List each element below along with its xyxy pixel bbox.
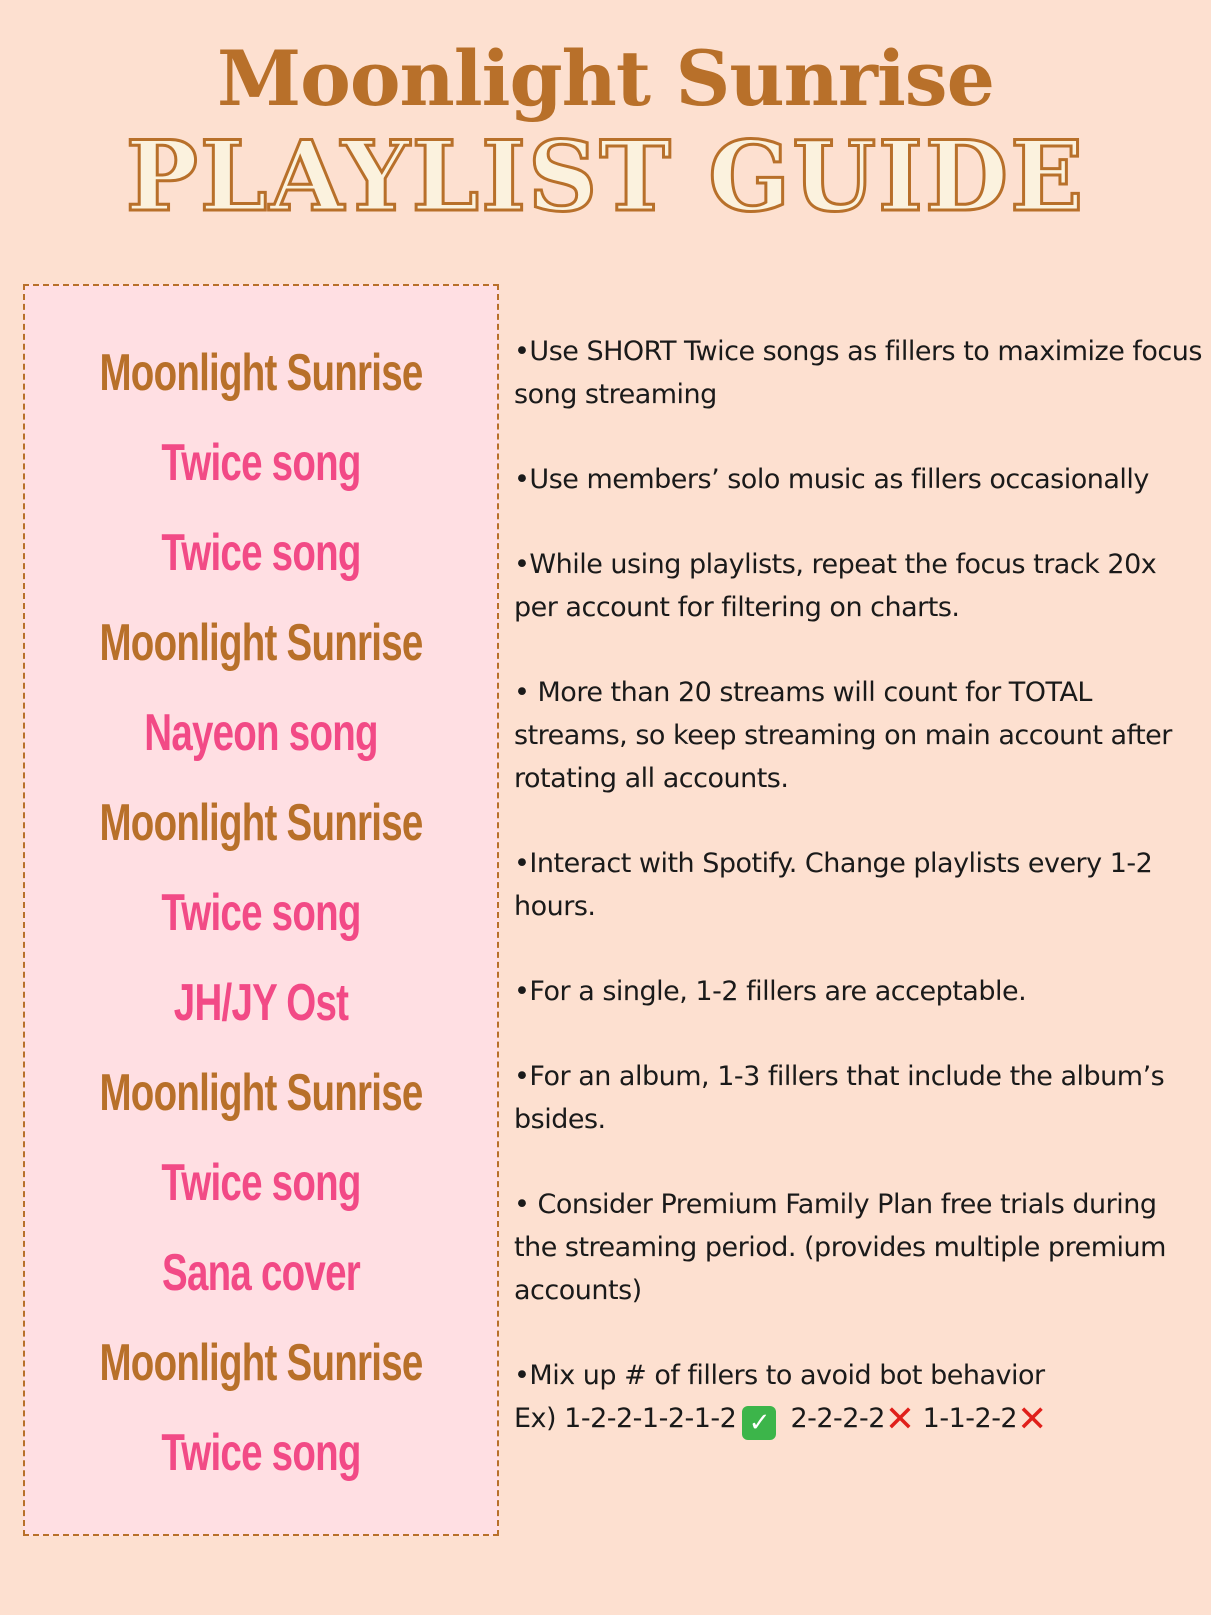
tip-line: •Mix up # of fillers to avoid bot behavior xyxy=(514,1360,1045,1391)
example-bad-sequence: 1-1-2-2 xyxy=(922,1403,1018,1434)
playlist-item-focus: Moonlight Sunrise xyxy=(99,794,423,852)
tip-item: •While using playlists, repeat the focus track 20x per account for filtering on charts. xyxy=(514,549,1157,623)
tip-item: •For an album, 1-3 fillers that include the album’s bsides. xyxy=(514,1061,1165,1135)
page-title: Moonlight Sunrise xyxy=(217,34,994,123)
playlist-item-focus: Moonlight Sunrise xyxy=(99,344,423,402)
playlist-item-filler: Twice song xyxy=(161,524,361,582)
tip-item: • More than 20 streams will count for TOTAL streams, so keep streaming on main account after rotating all accounts. xyxy=(514,677,1172,794)
playlist-item-filler: Twice song xyxy=(161,434,361,492)
tip-item: •Interact with Spotify. Change playlists every 1-2 hours. xyxy=(514,848,1153,922)
tip-item: • Consider Premium Family Plan free trials during the streaming period. (provides multiple premium accounts) xyxy=(514,1189,1166,1306)
example-bad-sequence: 2-2-2-2 xyxy=(790,1403,885,1434)
playlist-item-focus: Moonlight Sunrise xyxy=(99,1064,423,1122)
check-mark-icon: ✓ xyxy=(742,1406,776,1440)
tip-item: •Use SHORT Twice songs as fillers to maximize focus song streaming xyxy=(514,336,1202,410)
cross-mark-icon: ✕ xyxy=(884,1399,915,1440)
cross-mark-icon: ✕ xyxy=(1017,1399,1047,1440)
tip-item: •For a single, 1-2 fillers are acceptable. xyxy=(514,976,1027,1007)
playlist-list xyxy=(25,328,497,1498)
example-good-sequence: Ex) 1-2-2-1-2-1-2 xyxy=(514,1403,737,1434)
playlist-item-focus: Moonlight Sunrise xyxy=(99,1334,423,1392)
playlist-item-filler: Nayeon song xyxy=(144,704,378,762)
playlist-item-filler: JH/JY Ost xyxy=(173,974,349,1032)
playlist-item-filler: Twice song xyxy=(161,1424,361,1482)
tips-list xyxy=(514,330,1204,1441)
tip-item-mix-fillers xyxy=(514,1354,1204,1441)
playlist-item-filler: Sana cover xyxy=(162,1244,360,1302)
playlist-item-focus: Moonlight Sunrise xyxy=(99,614,423,672)
playlist-item-filler: Twice song xyxy=(161,1154,361,1212)
playlist-item-filler: Twice song xyxy=(161,884,361,942)
tip-item: •Use members’ solo music as fillers occasionally xyxy=(514,464,1149,495)
page-subtitle: PLAYLIST GUIDE xyxy=(125,120,1086,233)
playlist-panel xyxy=(23,284,499,1536)
